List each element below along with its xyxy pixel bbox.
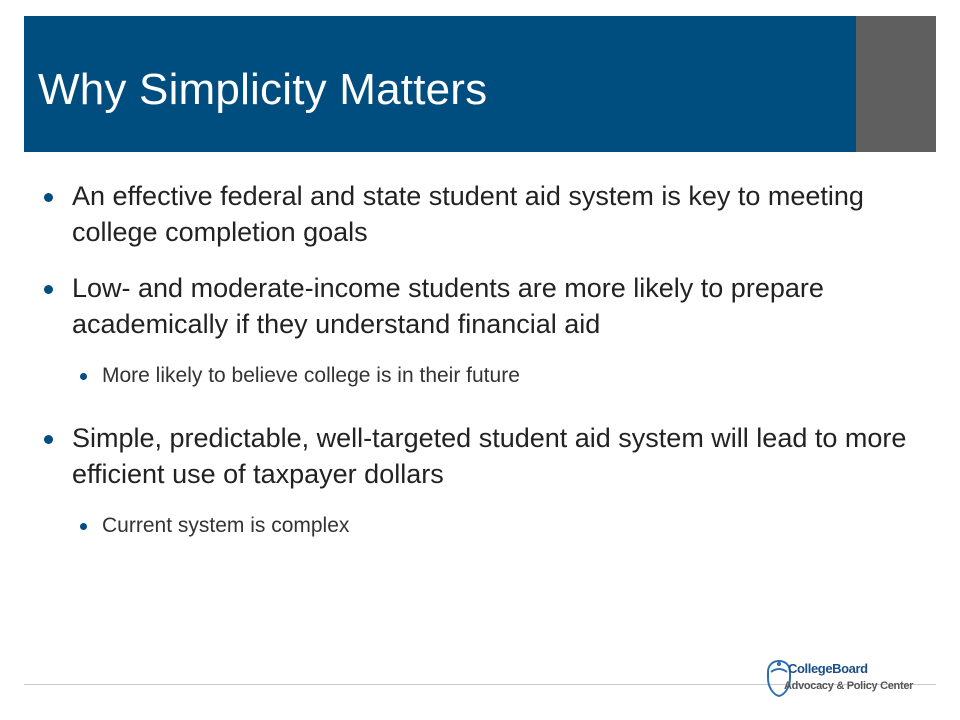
sub-bullet-2-1: More likely to believe college is in their future	[40, 362, 930, 390]
bullet-1: An effective federal and state student aid system is key to meeting college completion goals	[40, 178, 930, 250]
slide-title: Why Simplicity Matters	[38, 65, 488, 114]
collegeboard-logo	[766, 654, 941, 702]
bullet-3: Simple, predictable, well-targeted student aid system will lead to more efficient use of taxpayer dollars	[40, 420, 930, 492]
logo-name: CollegeBoard	[788, 661, 868, 676]
title-bar	[24, 16, 856, 152]
sub-bullet-3-1: Current system is complex	[40, 512, 930, 540]
logo-subtitle: Advocacy & Policy Center	[784, 680, 914, 692]
bullet-2: Low- and moderate-income students are more likely to prepare academically if they understand financial aid	[40, 270, 930, 342]
slide-content	[40, 178, 930, 570]
title-side-block	[856, 16, 936, 152]
